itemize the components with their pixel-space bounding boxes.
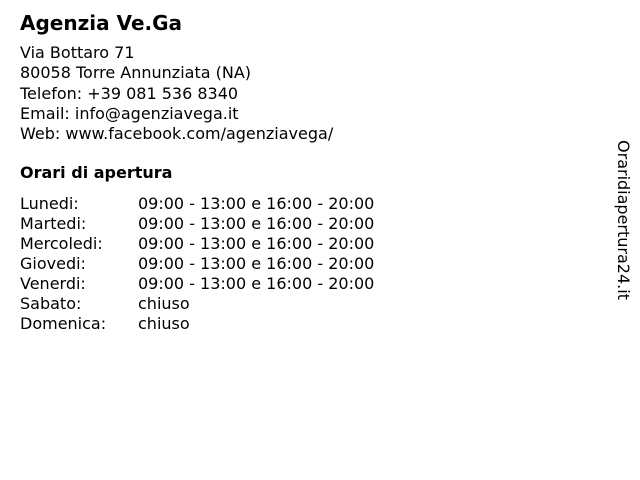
- day-label: Mercoledi:: [20, 234, 103, 253]
- address-street: Via Bottaro 71: [20, 43, 135, 62]
- day-hours: chiuso: [138, 314, 190, 333]
- phone-line: Telefon: +39 081 536 8340: [20, 83, 239, 103]
- hours-row-thursday: [20, 254, 374, 274]
- contact-block: [20, 43, 333, 144]
- day-hours: 09:00 - 13:00 e 16:00 - 20:00: [138, 214, 375, 233]
- business-name: Agenzia Ve.Ga: [20, 11, 183, 35]
- hours-row-tuesday: [20, 214, 374, 234]
- address-city: 80058 Torre Annunziata (NA): [20, 63, 251, 83]
- day-label: Domenica:: [20, 314, 107, 333]
- hours-row-monday: [20, 194, 374, 214]
- hours-row-wednesday: [20, 234, 374, 254]
- hours-row-friday: [20, 274, 374, 294]
- day-hours: chiuso: [138, 294, 190, 313]
- hours-row-sunday: [20, 314, 374, 334]
- email-line: Email: info@agenziavega.it: [20, 103, 239, 123]
- hours-heading: Orari di apertura: [20, 163, 173, 182]
- day-label: Giovedi:: [20, 254, 86, 273]
- day-hours: 09:00 - 13:00 e 16:00 - 20:00: [138, 274, 375, 293]
- day-hours: 09:00 - 13:00 e 16:00 - 20:00: [138, 194, 375, 213]
- hours-row-saturday: [20, 294, 374, 314]
- day-hours: 09:00 - 13:00 e 16:00 - 20:00: [138, 234, 375, 253]
- site-watermark: Oraridiapertura24.it: [614, 140, 633, 300]
- day-label: Sabato:: [20, 294, 82, 313]
- day-hours: 09:00 - 13:00 e 16:00 - 20:00: [138, 254, 375, 273]
- web-line: Web: www.facebook.com/agenziavega/: [20, 124, 334, 143]
- day-label: Martedi:: [20, 214, 87, 233]
- opening-hours-table: [20, 194, 374, 334]
- day-label: Lunedi:: [20, 194, 79, 213]
- day-label: Venerdi:: [20, 274, 86, 293]
